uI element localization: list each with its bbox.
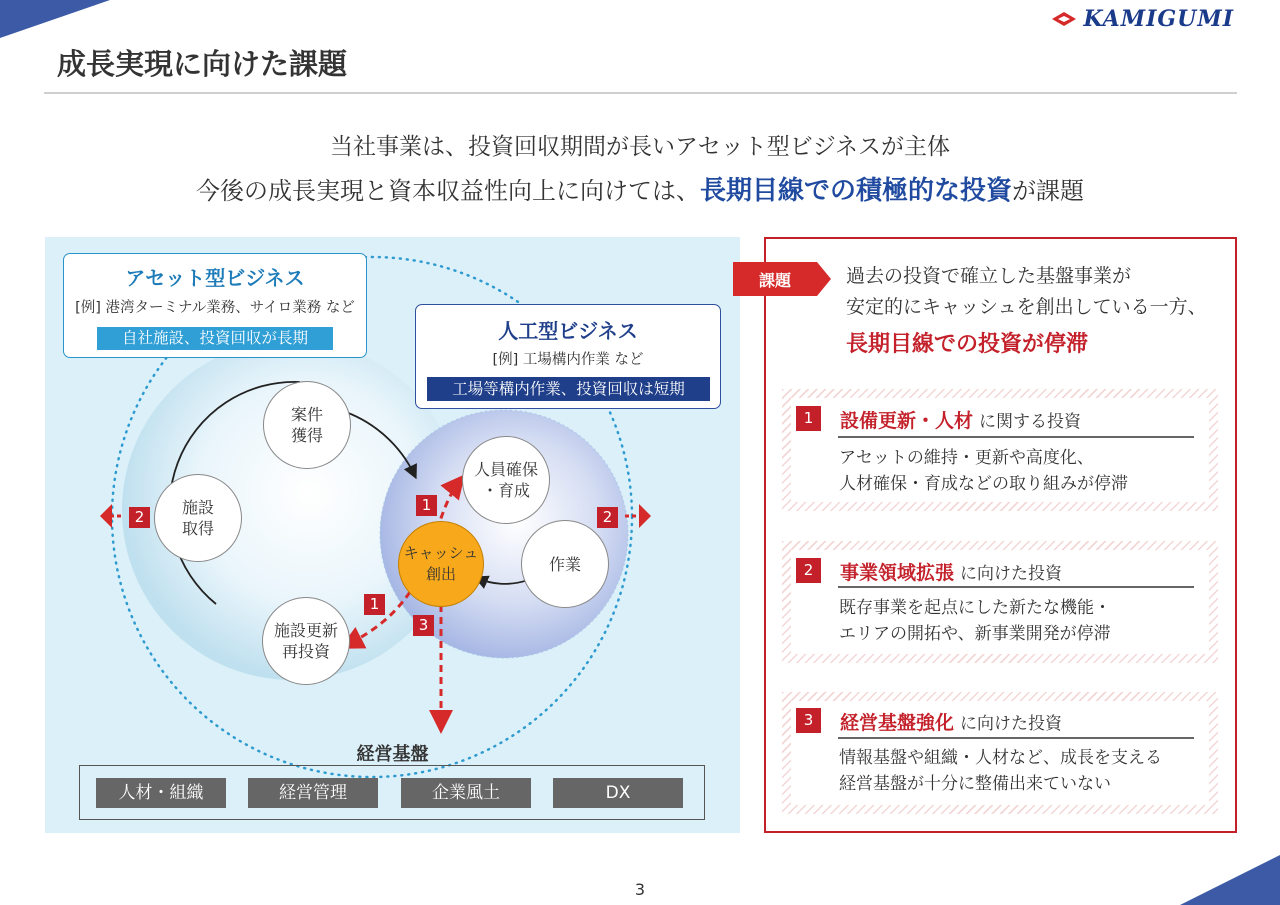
labor-business-box — [415, 304, 721, 409]
asset-business-badge: 自社施設、投資回収が長期 — [97, 327, 333, 350]
issue-item-2-title — [840, 558, 1062, 585]
node-staffing-training: 人員確保 ・育成 — [462, 436, 550, 524]
issue-item-1-desc-2: 人材確保・育成などの取り組みが停滞 — [839, 474, 1128, 494]
base-item-culture: 企業風土 — [401, 778, 531, 808]
issue-item-2-divider — [838, 586, 1194, 588]
badge-3: 3 — [413, 615, 434, 636]
issue-item-2-desc-1: 既存事業を起点にした新たな機能・ — [839, 598, 1111, 618]
issue-tag-label: 課題 — [758, 271, 791, 290]
node-operations: 作業 — [521, 520, 609, 608]
issue-item-3-title — [840, 708, 1062, 735]
lead-line-2-pre: 今後の成長実現と資本収益性向上に向けては、 — [195, 177, 700, 205]
issue-text-highlight: 長期目線での投資が停滞 — [846, 332, 1089, 357]
issue-text-line-2: 安定的にキャッシュを創出している一方、 — [846, 296, 1207, 318]
logo-text: KAMIGUMI — [1083, 6, 1234, 32]
node-cash-creation: キャッシュ 創出 — [398, 521, 484, 607]
issue-item-2-title-text: 事業領域拡張 — [840, 562, 955, 584]
issue-item-1-suffix: に関する投資 — [979, 412, 1082, 432]
issue-item-3-title-text: 経営基盤強化 — [840, 712, 955, 734]
badge-2-right: 2 — [597, 507, 618, 528]
badge-2-left: 2 — [129, 507, 150, 528]
node-facility-reinvestment: 施設更新 再投資 — [262, 597, 350, 685]
issue-item-3-suffix: に向けた投資 — [960, 714, 1063, 734]
lead-line-1: 当社事業は、投資回収期間が長いアセット型ビジネスが主体 — [329, 134, 951, 160]
page-title: 成長実現に向けた課題 — [57, 47, 348, 81]
base-item-dx: DX — [553, 778, 683, 808]
node-project-acquisition: 案件 獲得 — [263, 381, 351, 469]
labor-business-badge: 工場等構内作業、投資回収は短期 — [427, 377, 710, 401]
page-number: 3 — [634, 880, 646, 899]
badge-1-upper: 1 — [416, 495, 437, 516]
issue-item-3-desc — [839, 745, 1162, 797]
issue-item-3-desc-2: 経営基盤が十分に整備出来ていない — [839, 774, 1111, 794]
asset-business-title: アセット型ビジネス — [125, 266, 305, 290]
issue-item-1-title — [840, 406, 1081, 433]
issue-text-line-1: 過去の投資で確立した基盤事業が — [846, 265, 1132, 287]
asset-business-example: [例] 港湾ターミナル業務、サイロ業務 など — [75, 300, 355, 316]
lead-line-2-highlight: 長期目線での積極的な投資 — [699, 176, 1012, 206]
base-item-hr: 人材・組織 — [96, 778, 226, 808]
issue-item-3-number: 3 — [796, 708, 821, 733]
issue-item-2-desc — [839, 595, 1111, 647]
badge-1-lower: 1 — [364, 594, 385, 615]
issue-item-3-divider — [838, 737, 1194, 739]
issue-item-2-desc-2: エリアの開拓や、新事業開発が停滞 — [839, 624, 1111, 644]
labor-business-title: 人工型ビジネス — [498, 319, 638, 343]
issue-item-1-divider — [838, 436, 1194, 438]
asset-business-box — [63, 253, 367, 358]
base-item-management: 経営管理 — [248, 778, 378, 808]
issue-item-1-desc-1: アセットの維持・更新や高度化、 — [839, 448, 1094, 468]
labor-business-example: [例] 工場構内作業 など — [492, 352, 644, 368]
lead-line-2-post: が課題 — [1012, 177, 1084, 205]
node-facility-acquisition: 施設 取得 — [154, 474, 242, 562]
issue-item-2-suffix: に向けた投資 — [960, 564, 1063, 584]
issue-item-1-title-text: 設備更新・人材 — [840, 410, 974, 432]
issue-item-1-desc — [839, 445, 1128, 497]
management-base-label: 経営基盤 — [356, 744, 429, 765]
issue-item-1-number: 1 — [796, 406, 821, 431]
issue-item-3-desc-1: 情報基盤や組織・人材など、成長を支える — [839, 748, 1162, 768]
issue-item-2-number: 2 — [796, 558, 821, 583]
